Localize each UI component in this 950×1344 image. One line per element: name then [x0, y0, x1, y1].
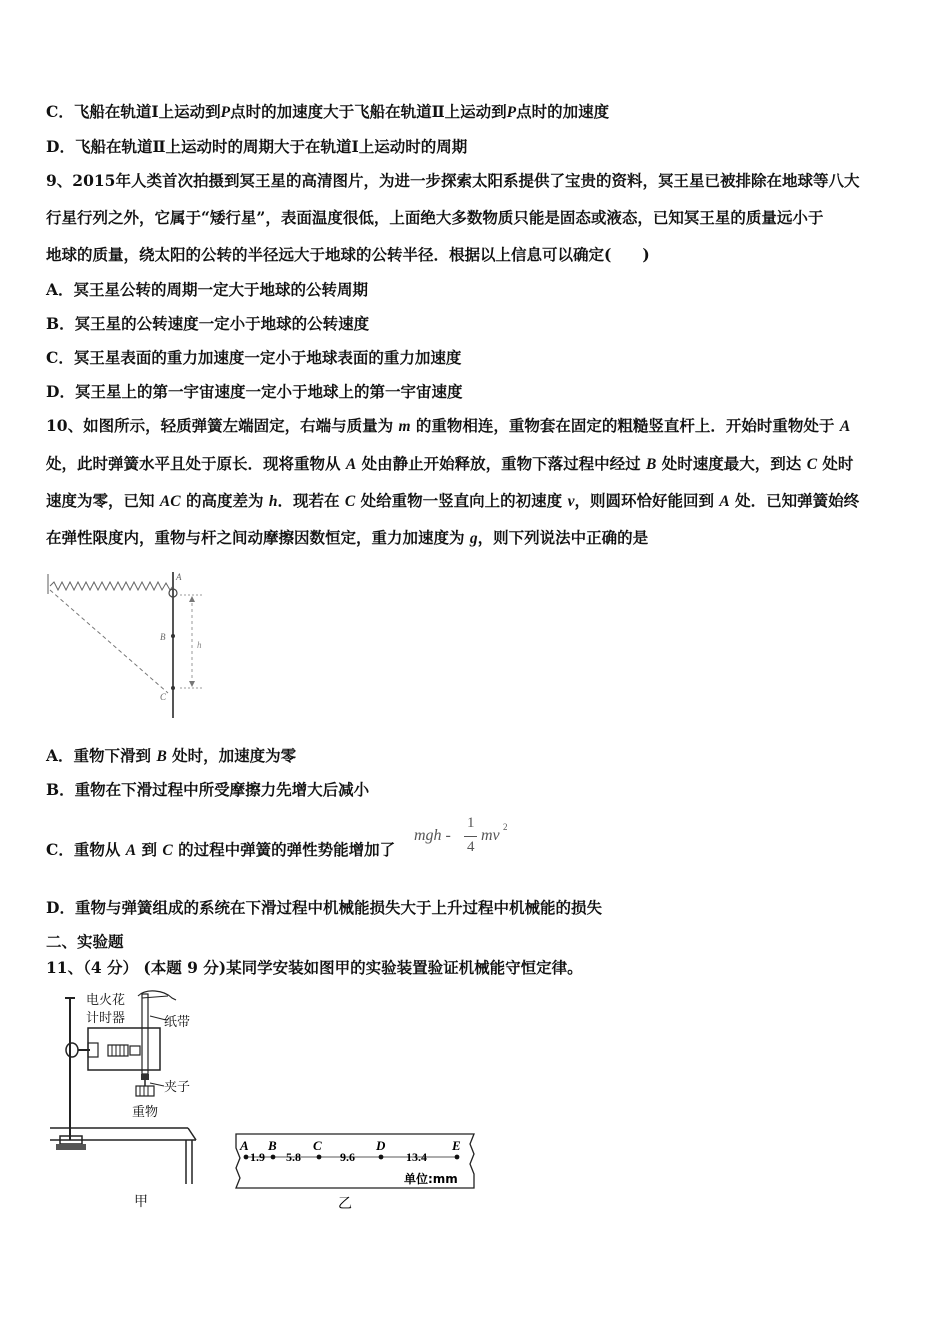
- q9-stem-line3: 地球的质量，绕太阳的公转的半径远大于地球的公转半径．根据以上信息可以确定( ): [46, 245, 650, 264]
- point-a: A: [240, 1138, 249, 1153]
- point-e: E: [452, 1138, 461, 1153]
- caption-jia: 甲: [134, 1194, 148, 1210]
- spring: [50, 582, 173, 590]
- gap-de: 13.4: [406, 1150, 427, 1164]
- q9-option-a: A．冥王星公转的周期一定大于地球的公转周期: [46, 280, 369, 299]
- q10-option-c: C．重物从 A 到 C 的过程中弹簧的弹性势能增加了: [46, 840, 396, 859]
- q9-option-b: B．冥王星的公转速度一定小于地球的公转速度: [46, 314, 370, 333]
- fig-yi: [228, 1128, 480, 1214]
- q8-option-c: C．飞船在轨道Ⅰ上运动到P点时的加速度大于飞船在轨道Ⅱ上运动到P点时的加速度: [46, 102, 610, 121]
- gap-cd: 9.6: [340, 1150, 355, 1164]
- q10-option-a: A．重物下滑到 B 处时，加速度为零: [46, 746, 297, 765]
- q10-stem-line2: 处，此时弹簧水平且处于原长．现将重物从 A 处由静止开始释放，重物下落过程中经过 B 处时速度最大，到达 C 处时: [46, 454, 854, 473]
- label-tape: 纸带: [164, 1015, 191, 1030]
- fraction-bar: [464, 836, 477, 837]
- q8-option-d: D．飞船在轨道Ⅱ上运动时的周期大于在轨道Ⅰ上运动时的周期: [46, 137, 468, 156]
- q9-option-c: C．冥王星表面的重力加速度一定小于地球表面的重力加速度: [46, 348, 462, 367]
- point-c: C: [313, 1138, 322, 1153]
- q10-stem-line1: 10、如图所示，轻质弹簧左端固定，右端与质量为 m 的重物相连，重物套在固定的粗糙竖直杆上．开始时重物处于 A: [46, 416, 851, 435]
- fig-jia: [46, 988, 206, 1216]
- dashed-spring-line: [50, 590, 168, 693]
- point-d: D: [376, 1138, 386, 1153]
- fig-label-b: B: [160, 632, 166, 642]
- label-clip: 夹子: [164, 1080, 191, 1095]
- q10-stem-line3: 速度为零，已知 AC 的高度差为 h．现若在 C 处给重物一竖直向上的初速度 v，则圆环恰好能回到 A 处．已知弹簧始终: [46, 491, 860, 510]
- q10-option-d: D．重物与弹簧组成的系统在下滑过程中机械能损失大于上升过程中机械能的损失: [46, 898, 602, 917]
- label-timer-2: 计时器: [86, 1011, 126, 1026]
- fig-label-h: h: [197, 640, 202, 650]
- label-weight: 重物: [132, 1105, 159, 1120]
- q10-stem-line4: 在弹性限度内，重物与杆之间动摩擦因数恒定，重力加速度为 g，则下列说法中正确的是: [46, 528, 649, 547]
- q11-stem: 11、（4 分） (本题 9 分)某同学安装如图甲的实验装置验证机械能守恒定律。: [46, 958, 583, 977]
- caption-yi: 乙: [338, 1196, 352, 1212]
- fig-label-c: C: [160, 692, 167, 702]
- q9-stem-line2: 行星行列之外，它属于“矮行星”，表面温度很低，上面绝大多数物质只能是固态或液态，已知冥王星的质量远小于: [46, 208, 824, 227]
- label-timer-1: 电火花: [86, 993, 126, 1008]
- gap-ab: 1.9: [250, 1150, 265, 1164]
- q10-spring-figure: [44, 568, 214, 720]
- q10-option-b: B．重物在下滑过程中所受摩擦力先增大后减小: [46, 780, 370, 799]
- unit-label: 单位:mm: [404, 1172, 458, 1186]
- gap-bc: 5.8: [286, 1150, 301, 1164]
- section-title: 二、实验题: [46, 932, 124, 951]
- point-b: B: [268, 1138, 277, 1153]
- q9-option-d: D．冥王星上的第一宇宙速度一定小于地球上的第一宇宙速度: [46, 382, 463, 401]
- fig-label-a: A: [176, 572, 182, 582]
- q9-stem-line1: 9、2015年人类首次拍摄到冥王星的高清图片，为进一步探索太阳系提供了宝贵的资料，冥王星已被排除在地球等八大: [46, 171, 860, 190]
- q10-option-c-formula: mgh - 1 4 mv 2: [414, 815, 508, 855]
